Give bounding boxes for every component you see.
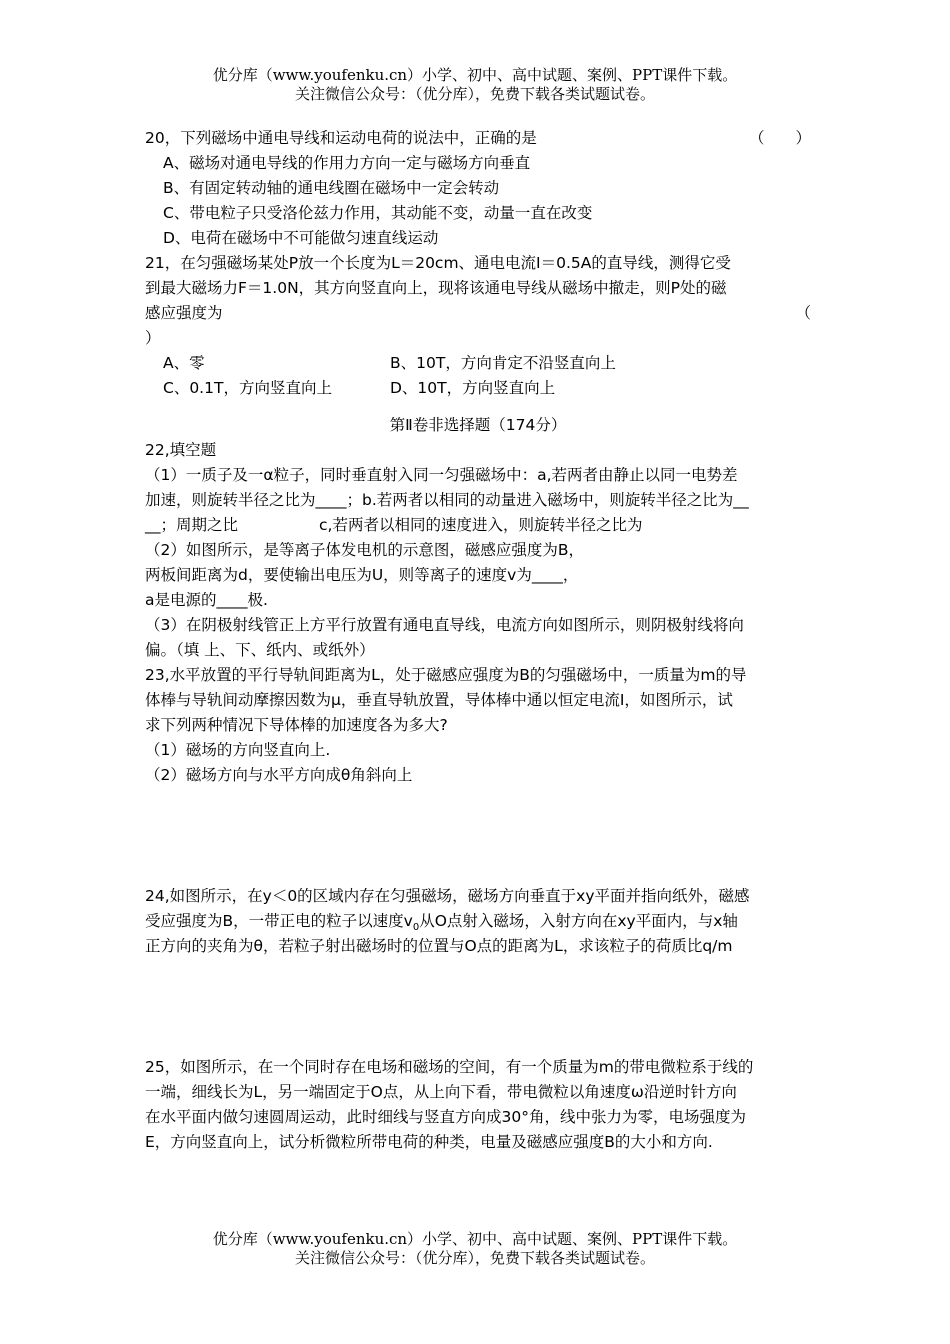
q21-option-a: A、零 bbox=[163, 354, 205, 372]
q20-option-d: D、电荷在磁场中不可能做匀速直线运动 bbox=[163, 229, 439, 247]
q22-part3-line-1: （3）在阴极射线管正上方平行放置有通电直导线，电流方向如图所示，则阴极射线将向 bbox=[145, 616, 744, 634]
q21-option-c: C、0.1T，方向竖直向上 bbox=[163, 379, 332, 397]
footer-line-1: 优分库（www.youfenku.cn）小学、初中、高中试题、案例、PPT课件下载。 bbox=[212, 1230, 738, 1248]
q20-option-b: B、有固定转动轴的通电线圈在磁场中一定会转动 bbox=[163, 179, 500, 197]
q22-part1-line-2: 加速，则旋转半径之比为____；b.若两者以相同的动量进入磁场中，则旋转半径之比为__ bbox=[145, 491, 749, 509]
q24-line-3: 正方向的夹角为θ，若粒子射出磁场时的位置与O点的距离为L，求该粒子的荷质比q/m bbox=[145, 937, 733, 955]
question-21 bbox=[145, 251, 811, 401]
q22-part2-line-1: （2）如图所示，是等离子体发电机的示意图，磁感应强度为B， bbox=[145, 541, 584, 559]
q21-bracket-open: （ bbox=[795, 304, 811, 322]
q21-line-2: 到最大磁场力F＝1.0N，其方向竖直向上，现将该通电导线从磁场中撤走，则P处的磁 bbox=[145, 279, 727, 297]
q21-line-1: 21，在匀强磁场某处P放一个长度为L＝20cm、通电电流I＝0.5A的直导线，测得它受 bbox=[145, 254, 731, 272]
header-line-2: 关注微信公众号：（优分库），免费下载各类试题试卷。 bbox=[294, 85, 655, 103]
q20-stem: 20，下列磁场中通电导线和运动电荷的说法中，正确的是 bbox=[145, 129, 537, 147]
question-22 bbox=[145, 438, 811, 663]
q25-line-3: 在水平面内做匀速圆周运动，此时细线与竖直方向成30°角，线中张力为零，电场强度为 bbox=[145, 1108, 746, 1126]
page-header bbox=[0, 66, 950, 104]
q24-line-2a: 受应强度为B，一带正电的粒子以速度v bbox=[145, 912, 413, 930]
q21-option-b: B、10T，方向肯定不沿竖直向上 bbox=[390, 354, 616, 372]
q25-line-1: 25，如图所示，在一个同时存在电场和磁场的空间，有一个质量为m的带电微粒系于线的 bbox=[145, 1058, 754, 1076]
page-footer bbox=[0, 1230, 950, 1268]
q23-line-1: 23,水平放置的平行导轨间距离为L，处于磁感应强度为B的匀强磁场中，一质量为m的导 bbox=[145, 666, 747, 684]
q21-bracket-close: ） bbox=[145, 329, 161, 347]
q24-line-1: 24,如图所示，在y＜0的区域内存在匀强磁场，磁场方向垂直于xy平面并指向纸外，磁感 bbox=[145, 887, 750, 905]
q25-line-4: E，方向竖直向上，试分析微粒所带电荷的种类，电量及磁感应强度B的大小和方向. bbox=[145, 1133, 713, 1151]
q22-part2-line-2: 两板间距离为d，要使输出电压为U，则等离子的速度v为____， bbox=[145, 566, 579, 584]
q20-option-a: A、磁场对通电导线的作用力方向一定与磁场方向垂直 bbox=[163, 154, 531, 172]
question-25 bbox=[145, 1055, 811, 1155]
q23-line-2: 体棒与导轨间动摩擦因数为μ，垂直导轨放置，导体棒中通以恒定电流I，如图所示，试 bbox=[145, 691, 733, 709]
question-24 bbox=[145, 884, 811, 959]
q20-answer-bracket: （ ） bbox=[748, 129, 811, 147]
q23-sub-1: （1）磁场的方向竖直向上. bbox=[145, 741, 331, 759]
q22-part3-line-2: 偏。（填 上、下、纸内、或纸外） bbox=[145, 641, 375, 659]
q21-option-d: D、10T，方向竖直向上 bbox=[390, 379, 556, 397]
question-20 bbox=[145, 126, 811, 251]
footer-line-2: 关注微信公众号：（优分库），免费下载各类试题试卷。 bbox=[294, 1249, 655, 1267]
q22-heading: 22,填空题 bbox=[145, 441, 217, 459]
q22-part2-line-3: a是电源的____极. bbox=[145, 591, 268, 609]
header-line-1: 优分库（www.youfenku.cn）小学、初中、高中试题、案例、PPT课件下载。 bbox=[212, 66, 738, 84]
q23-line-3: 求下列两种情况下导体棒的加速度各为多大? bbox=[145, 716, 448, 734]
section-title: 第Ⅱ卷非选择题（174分） bbox=[389, 416, 567, 434]
exam-content bbox=[145, 126, 811, 1155]
q20-option-c: C、带电粒子只受洛伦兹力作用，其动能不变，动量一直在改变 bbox=[163, 204, 593, 222]
q24-line-2b: 从O点射入磁场，入射方向在xy平面内，与x轴 bbox=[419, 912, 738, 930]
q22-part1-line-3b: c,若两者以相同的速度进入，则旋转半径之比为 bbox=[319, 516, 643, 534]
q23-sub-2: （2）磁场方向与水平方向成θ角斜向上 bbox=[145, 766, 413, 784]
q24-subscript: 0 bbox=[412, 922, 420, 934]
q22-part1-line-3a: __；周期之比 bbox=[145, 516, 239, 534]
q25-line-2: 一端，细线长为L，另一端固定于O点，从上向下看，带电微粒以角速度ω沿逆时针方向 bbox=[145, 1083, 737, 1101]
question-23 bbox=[145, 663, 811, 788]
q21-line-3: 感应强度为 bbox=[145, 304, 223, 322]
q22-part1-line-1: （1）一质子及一α粒子，同时垂直射入同一匀强磁场中：a,若两者由静止以同一电势差 bbox=[145, 466, 738, 484]
